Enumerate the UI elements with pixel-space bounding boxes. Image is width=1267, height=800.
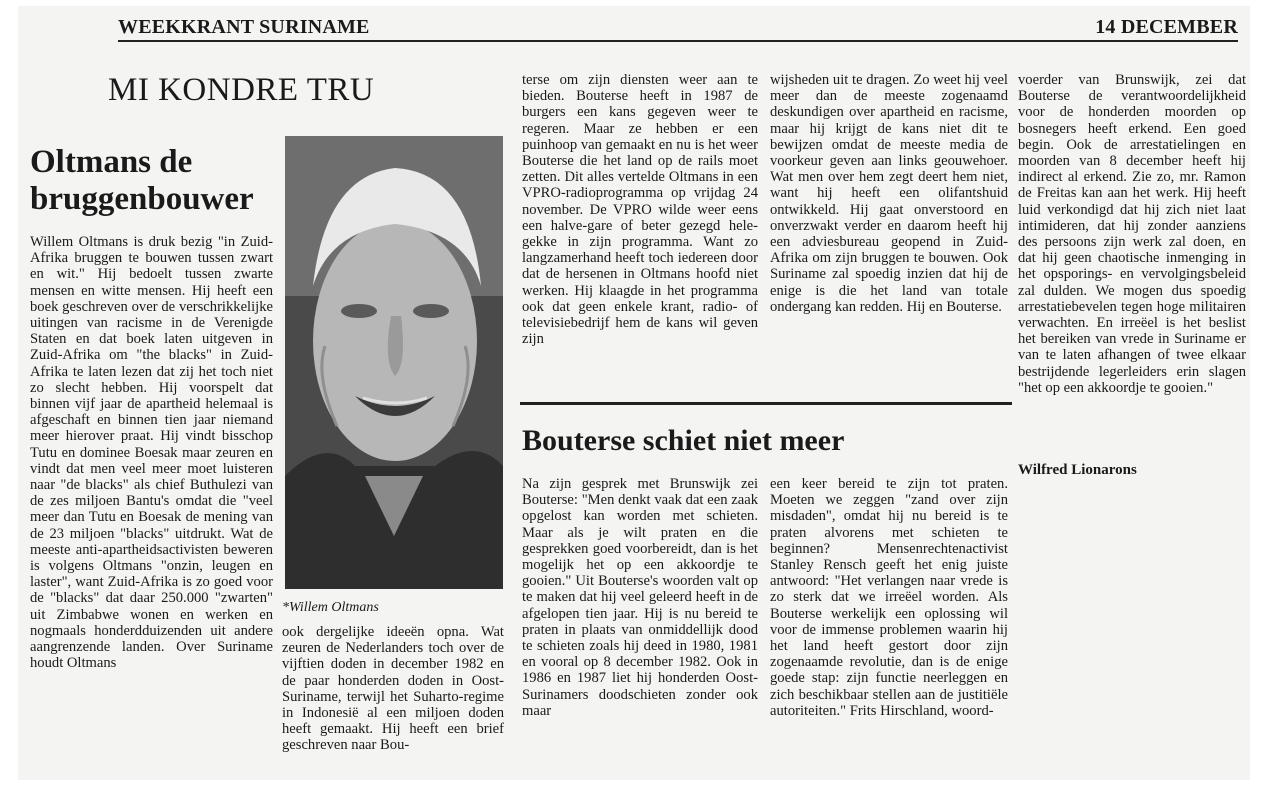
section-divider (520, 402, 1012, 405)
column-kicker: MI KONDRE TRU (108, 72, 375, 108)
author-byline: Wilfred Lionarons (1018, 462, 1137, 478)
newspaper-clipping (18, 6, 1250, 780)
masthead (118, 16, 1238, 42)
second-article-headline: Bouterse schiet niet meer (522, 424, 845, 457)
second-article-column-3: voerder van Brunswijk, zei dat Bouterse de verantwoordelijkheid voor de honderden moorden op bosnegers heeft erkend. Een goed begin. Ook de arrestatielingen en moorden van 8 december heeft hij indirect al erkend. Zie zo, mr. Ramon de Freitas kan aan het werk. Hij heeft luid verkondigd dat hij zich niet laat intimideren, dat hij zonder aanziens des persoons zijn werk zal doen, en dat hij geen chaotische inmenging in het opsporings- en vervolgingsbeleid zal dulden. We mogen dus spoedig arrestatiebevelen tegen hoge militairen verwachten. En irreëel is het beslist het bereiken van vrede in Suriname er van te laten afhangen of twee elkaar bestrijdende legerleiders erin slagen "het op een akkoordje te gooien." (1018, 72, 1246, 396)
second-article-column-1: Na zijn gesprek met Brunswijk zei Bouterse: "Men denkt vaak dat een zaak opgelost kan worden met schieten. Maar als je wilt praten en die gesprekken goed voorbereidt, dan is het mogelijk het op een akkoordje te gooien." Uit Bouterse's woorden valt op te maken dat hij veel geleerd heeft in de afgelopen tien jaar. Hij is nu bereid te praten in plaats van onmiddellijk dood te schieten zoals hij deed in 1980, 1981 en vooral op 8 december 1982. Ook in 1986 en 1987 liet hij honderden Oost-Surinamers doodschieten zonder ook maar (522, 476, 758, 719)
photo-caption: *Willem Oltmans (282, 600, 379, 615)
article-column-2: ook dergelijke ideeën opna. Wat zeuren de Nederlanders toch over de vijftien doden in december 1982 en de paar honderden doden in Oost-Suriname, terwijl het Suharto-regime in Indonesië al een miljoen doden heeft gemaakt. Hij heeft een brief geschreven naar Bou- (282, 624, 504, 754)
second-article-column-2: een keer bereid te zijn tot praten. Moeten we zeggen "zand over zijn misdaden", omdat hij nu bereid is te praten alvorens met schieten te beginnen? Mensenrechtenactivist Stanley Rensch geeft het enig juiste antwoord: "Het verlangen naar vrede is zo sterk dat we irreëel worden. Als Bouterse werkelijk een oplossing wil voor de immense problemen waarin hij het land heeft gestort door zijn zogenaamde revolutie, dan is de enige goede stap: zijn functie neerleggen en zich beschikbaar stellen aan de justitiële autoriteiten." Frits Hirschland, woord- (770, 476, 1008, 719)
article-column-1: Willem Oltmans is druk bezig "in Zuid-Afrika bruggen te bouwen tussen zwart en wit." Hij bedoelt tussen zwarte mensen en witte mensen. Hij heeft een boek geschreven over de verschrikkelijke uitingen van racisme in de Verenigde Staten en dat boek laten uitgeven in Zuid-Afrika om "the blacks" in Zuid-Afrika te laten lezen dat zij het toch niet zo slecht hebben. Hij voorspelt dat binnen vijf jaar de apartheid helemaal is afgeschaft en binnen tien jaar niemand meer hierover praat. Hij vindt bisschop Tutu en dominee Boesak maar zeuren en vindt dat men veel meer moet luisteren naar "de blacks" als chief Buthulezi van de zes miljoen Bantu's omdat die "veel meer dan Tutu en Boesak de mening van de 23 miljoen "blacks" uitdrukt. Wat de meeste anti-apartheidsactivisten beweren is volgens Oltmans "onzin, leugen en laster", want Zuid-Afrika is zo goed voor de "blacks" dat daar 250.000 "zwarten" uit Zimbabwe wonen en werken en nogmaals honderdduizenden uit andere aangrenzende landen. Over Suriname houdt Oltmans (30, 234, 273, 672)
article-column-3: terse om zijn diensten weer aan te bieden. Bouterse heeft in 1987 de burgers een kans gegeven weer te regeren. Maar ze hebben er een puinhoop van gemaakt en nu is het weer Bouterse die het land op de rails moet zetten. Dit alles vertelde Oltmans in een VPRO-radioprogramma op vrijdag 24 november. De VPRO wilde weer eens een halve-gare of beter gezegd hele-gekke in zijn programma. Want zo langzamerhand heeft toch iedereen door dat de hersenen in Oltmans hoofd niet werken. Hij klaagde in het programma ook dat geen enkele krant, radio- of televisiebedrijf hem de kans wil geven zijn (522, 72, 758, 348)
article-headline: Oltmans de bruggenbouwer (30, 144, 254, 217)
portrait-photo (285, 136, 503, 589)
article-column-4: wijsheden uit te dragen. Zo weet hij veel meer dan de meeste zogenaamd deskundigen over apartheid en racisme, maar hij krijgt de kans niet dit te bewijzen omdat de meeste media de voorkeur geven aan links geouwehoer. Wat men over hem zegt deert hem niet, want hij heeft een olifantshuid ontwikkeld. Hij gaat onverstoord en onverzwakt verder en daarom heeft hij een adviesbureau geopend in Zuid-Afrika om zijn bruggen te bouwen. Ook Suriname zal spoedig inzien dat hij de enige is die het land van totale ondergang kan redden. Hij en Bouterse. (770, 72, 1008, 315)
issue-date: 14 DECEMBER (1095, 16, 1238, 38)
newspaper-name: WEEKKRANT SURINAME (118, 16, 370, 38)
